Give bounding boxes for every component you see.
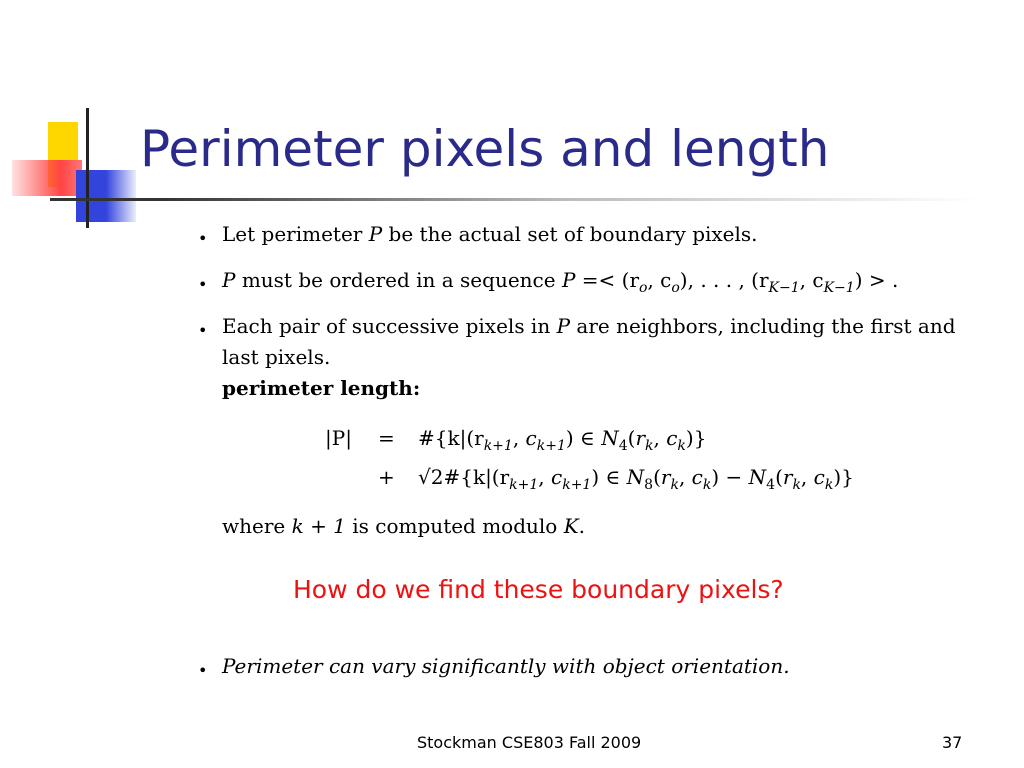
bullet-3-line-2: last pixels. bbox=[222, 345, 331, 369]
equation-row-1: $\#\{k|(r_{k+1}$, $c_{k+1}$) ∈ $N_4(r_k$, $c_k$)} bbox=[418, 426, 707, 454]
equation-equals: = bbox=[378, 426, 395, 450]
footer-text: Stockman CSE803 Fall 2009 bbox=[417, 733, 642, 752]
perimeter-length-heading: perimeter length: bbox=[222, 376, 421, 400]
bullet-3-line-1: Each pair of successive pixels in P are neighbors, including the first and bbox=[222, 314, 956, 338]
blue-square-decoration bbox=[76, 170, 136, 222]
equation-row-2: $√2\#\{k|(r_{k+1}$, $c_{k+1}$) ∈ $N_8(r_k$, $c_k) - N_4(r_k$, $c_k$)} bbox=[418, 465, 854, 493]
red-square-decoration bbox=[12, 160, 82, 196]
page-number: 37 bbox=[942, 733, 963, 752]
question-text: How do we find these boundary pixels? bbox=[293, 575, 784, 604]
equation-plus: + bbox=[378, 465, 395, 489]
equation-lhs: |P| bbox=[325, 426, 352, 450]
vertical-line-decoration bbox=[86, 108, 89, 228]
title-underline bbox=[50, 198, 980, 201]
bullet-1: Let perimeter P be the actual set of boundary pixels. bbox=[222, 222, 758, 246]
bullet-2: P must be ordered in a sequence $P =< (r_o$, $c_o$), . . . , ($r_{K-1}$, $c_{K-1}$) > . bbox=[222, 268, 899, 296]
bullet-icon: • bbox=[198, 661, 208, 680]
where-text: where k + 1 is computed modulo K. bbox=[222, 514, 586, 538]
bullet-icon: • bbox=[198, 229, 208, 248]
bullet-icon: • bbox=[198, 275, 208, 294]
orientation-note: Perimeter can vary significantly with object orientation. bbox=[222, 654, 790, 678]
slide-title: Perimeter pixels and length bbox=[140, 120, 830, 178]
bullet-icon: • bbox=[198, 321, 208, 340]
